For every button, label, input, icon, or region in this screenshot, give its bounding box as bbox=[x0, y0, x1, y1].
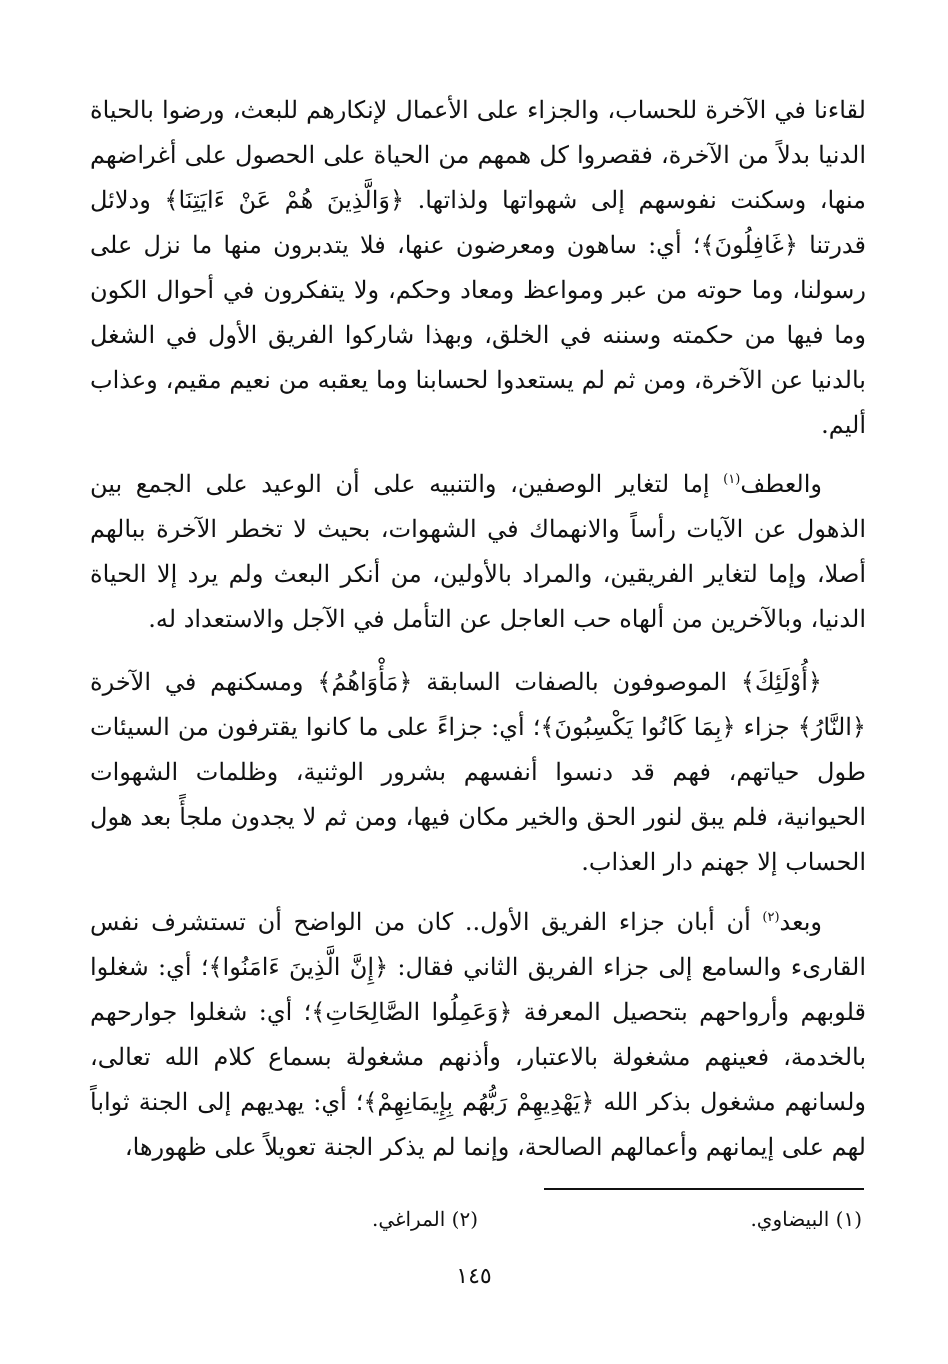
paragraph-4 bbox=[90, 900, 866, 1170]
paragraph-2 bbox=[90, 462, 866, 642]
footnote-ref-2: (٢) bbox=[762, 910, 780, 925]
page-number: ١٤٥ bbox=[456, 1264, 492, 1289]
footnote-1: (١) البيضاوي. bbox=[750, 1207, 862, 1231]
paragraph-2-body: إما لتغاير الوصفين، والتنبيه على أن الوعيد على الجمع بين الذهول عن الآيات رأساً والانهماك في الشهوات، بحيث لا تخطر الآخرة ببالهم أصلا، وإما لتغاير الفريقين، والمراد بالأولين، من أنكر البعث ولم يرد إلا الحياة الدنيا، وبالآخرين من ألهاه حب العاجل عن التأمل في الآجل والاستعداد له. bbox=[90, 470, 866, 633]
footnote-divider bbox=[544, 1188, 864, 1190]
footnote-2: (٢) المراغي. bbox=[371, 1207, 478, 1231]
paragraph-1: لقاءنا في الآخرة للحساب، والجزاء على الأعمال لإنكارهم للبعث، ورضوا بالحياة الدنيا بدلاً من الآخرة، فقصروا كل همهم من الحياة على الحصول على أغراضهم منها، وسكنت نفوسهم إلى شهواتها ولذاتها. ﴿وَالَّذِينَ هُمْ عَنْ ءَايَتِنَا﴾ ودلائل قدرتنا ﴿غَافِلُونَ﴾؛ أي: ساهون ومعرضون عنها، فلا يتدبرون منها ما نزل على رسولنا، وما حوته من عبر ومواعظ ومعاد وحكم، ولا يتفكرون في أحوال الكون وما فيها من حكمته وسننه في الخلق، وبهذا شاركوا الفريق الأول في الشغل بالدنيا عن الآخرة، ومن ثم لم يستعدوا لحسابنا وما يعقبه من نعيم مقيم، وعذاب أليم. bbox=[90, 96, 866, 439]
paragraph-2-lead: والعطف bbox=[740, 470, 822, 498]
paragraph-3: ﴿أُوْلَئِكَ﴾ الموصوفون بالصفات السابقة ﴿مَأْوَاهُمُ﴾ ومسكنهم في الآخرة ﴿النَّارُ﴾ جزاء ﴿بِمَا كَانُوا يَكْسِبُونَ﴾؛ أي: جزاءً على ما كانوا يقترفون من السيئات طول حياتهم، فهم قد دنسوا أنفسهم بشرور الوثنية، وظلمات الشهوات الحيوانية، فلم يبق لنور الحق والخير مكان فيها، ومن ثم لا يجدون ملجأً بعد هول الحساب إلا جهنم دار العذاب. bbox=[90, 668, 866, 876]
paragraph-4-lead: وبعد bbox=[779, 908, 822, 936]
footnote-ref-1: (١) bbox=[723, 472, 741, 487]
paragraph-4-body: أن أبان جزاء الفريق الأول.. كان من الواضح أن تستشرف نفس القارىء والسامع إلى جزاء الفريق الثاني فقال: ﴿إِنَّ الَّذِينَ ءَامَنُوا﴾؛ أي: شغلوا قلوبهم وأرواحهم بتحصيل المعرفة ﴿وَعَمِلُوا الصَّالِحَاتِ﴾؛ أي: شغلوا جوارحهم بالخدمة، فعينهم مشغولة بالاعتبار، وأذنهم مشغولة بسماع كلام الله تعالى، ولسانهم مشغول بذكر الله ﴿يَهْدِيهِمْ رَبُّهُم بِإِيمَانِهِمْ﴾؛ أي: يهديهم إلى الجنة ثواباً لهم على إيمانهم وأعمالهم الصالحة، وإنما لم يذكر الجنة تعويلاً على ظهورها، bbox=[90, 908, 866, 1161]
